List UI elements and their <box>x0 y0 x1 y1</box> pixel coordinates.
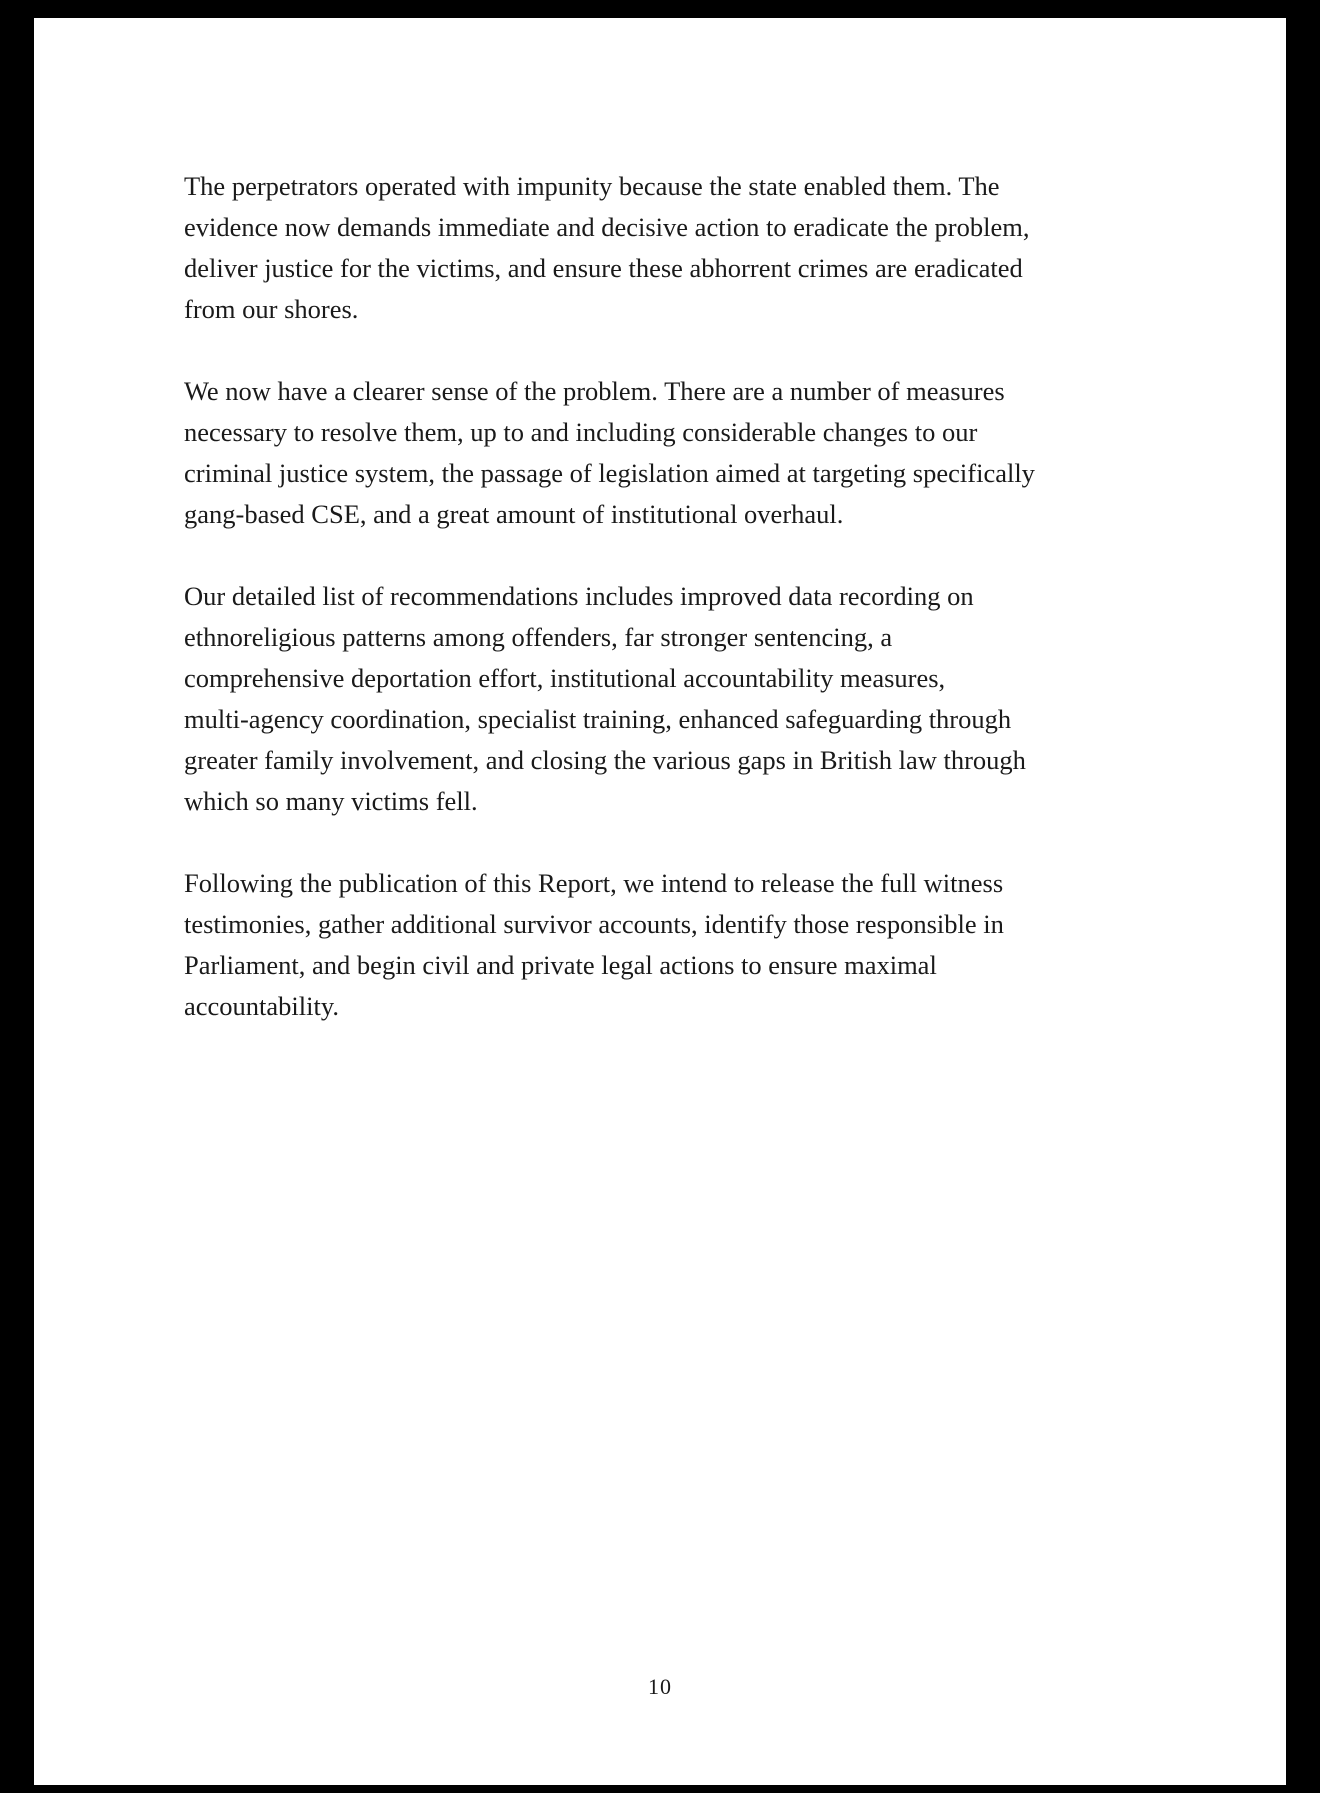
body-text <box>184 166 1134 1068</box>
paragraph-2: We now have a clearer sense of the problem. There are a number of measures necessary to resolve them, up to and including considerable changes to our criminal justice system, the passage of legislation aimed at targeting specifically gang-based CSE, and a great amount of institutional overhaul. <box>184 376 1035 529</box>
paragraph-3: Our detailed list of recommendations includes improved data recording on ethnoreligious patterns among offenders, far stronger sentencing, a comprehensive deportation effort, institutional accountability measures, multi-agency coordination, specialist training, enhanced safeguarding through greater family involvement, and closing the various gaps in British law through which so many victims fell. <box>184 581 1026 816</box>
document-page <box>34 18 1286 1785</box>
page-number: 10 <box>648 1674 672 1699</box>
paragraph-4: Following the publication of this Report, we intend to release the full witness testimonies, gather additional survivor accounts, identify those responsible in Parliament, and begin civil and private legal actions to ensure maximal accountability. <box>184 868 1004 1021</box>
paragraph-1: The perpetrators operated with impunity because the state enabled them. The evidence now demands immediate and decisive action to eradicate the problem, deliver justice for the victims, and ensure these abhorrent crimes are eradicated from our shores. <box>184 171 1030 324</box>
